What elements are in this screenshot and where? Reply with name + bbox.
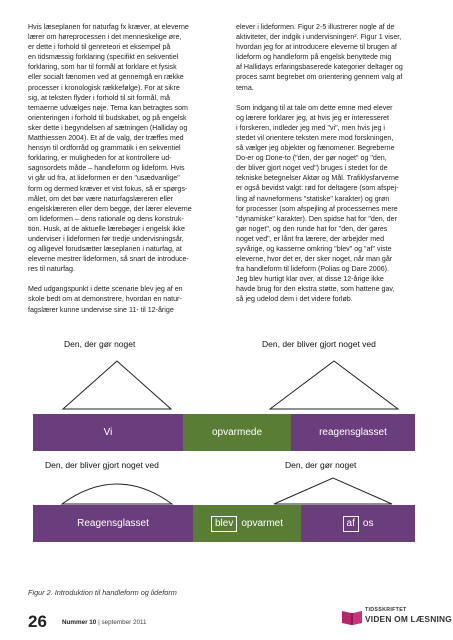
participant-segment: Vi: [33, 414, 183, 451]
boxed-word-blev: blev: [211, 516, 237, 532]
left-text-column: [28, 22, 216, 325]
active-sentence-bar: [33, 414, 415, 451]
pointed-hat-icon: [272, 476, 394, 506]
round-hat-icon: [60, 476, 174, 506]
paragraph: elever i lideformen. Figur 2-5 illustrerer nogle af de aktiviteter, der indgik i undervisningen². Figur 1 viser, hvordan jeg for at introducere eleverne til brugen af lideform og handleform på engelsk benyttede mig af Hallidays erfaringsbaserede kategorier deltager og proces samt begrebet om orientering gennem valg af tema.: [236, 23, 403, 92]
participant-segment: af os: [301, 505, 415, 542]
pointed-hat-icon: [61, 359, 173, 411]
participant-segment: Reagensglasset: [33, 505, 193, 542]
process-segment: blev opvarmet: [193, 505, 301, 542]
pointed-hat-icon: [268, 359, 400, 411]
figure-label-doer: Den, der gør noget: [285, 460, 357, 470]
passive-sentence-bar: [33, 505, 415, 542]
issue-info: Nummer 10 | september 2011: [62, 619, 147, 626]
journal-logo: TIDSSKRIFTET VIDEN OM LÆSNING: [341, 605, 429, 629]
paragraph: Med udgangspunkt i dette scenarie blev jeg af en skole bedt om at demonstrere, hvordan en natur- fagslærer kunne undervise sine 11- til 12-årige: [28, 285, 183, 314]
right-text-column: [236, 22, 424, 315]
boxed-word-af: af: [343, 516, 359, 532]
figure-caption: Figur 2. Introduktion til handleform og lideform: [28, 588, 177, 597]
open-book-icon: [341, 608, 363, 626]
page-number: 26: [28, 612, 47, 631]
paragraph: Hvis læseplanen for naturfag fx kræver, at eleverne lærer om høreprocessen i det menneskelige øre, er dette i forhold til genreteori et eksempel på en tidsmæssig forklaring (specifikt en sekventiel forklaring, som har til formål at forklare et fysisk eller socialt fænomen ved at gennemgå en række processer i kronologisk rækkefølge). For at sikre sig, at teksten flyder i forhold til sit formål, må temaerne udvælges nøje. Tema kan betragtes som orienteringen i forhold til budskabet, og på engelsk sker dette i begyndelsen af sætningen (Halliday og Matthiessen 2004). Et af de valg, der træffes med hensyn til ordforråd og grammatik i en sekventiel forklaring, er muligheden for at kontrollere ud- sagnsordets måde – handleform og lideform. Hvis vi går ud fra, at lideformen er den "usædvanlige" form og dermed kræver et vist fokus, så er spørgs- målet, om det bør være naturfagslæreren eller engelsklæreren eller dem begge, der lærer eleverne om lideformen – dens rationale og dens konstruk- tion. Husk, at de aktuelle lærebøger i engelsk ikke underviser i lideformen før tredje undervisningsår, og alligevel forudsætter læseplanen i naturfag, at eleverne mestrer lideformen, så snart de introduce- res til naturfag.: [28, 23, 192, 274]
paragraph: Som indgang til at tale om dette emne med elever og lærere forklarer jeg, at hvis jeg er interesseret i forskeren, indleder jeg med "vi", men hvis jeg i stedet vil orientere teksten mere mod forskningen, så vælger jeg objekter og fænomener. Begreberne Do-er og Done-to ("den, der gør noget" og "den, der bliver gjort noget ved") bruges i stedet for de tekniske betegnelser Aktør og Mål. Trafiklysfarverne er også bevidst valgt: rød for deltagere (som afspej- ling af navneformens "statiske" karakter) og grøn for processer (som afspejling af processernes mere "dynamiske" karakter). Den spidse hat for "den, der gør noget", og den runde hat for "den, der gøres noget ved", er lånt fra lærere, der arbejder med syvårige, og kasserne omkring "blev" og "af" viste eleverne, hvor det er, der sker noget, når man går fra handleform til lideform (Polias og Dare 2006). Jeg blev hurtigt klar over, at disse 12-årige ikke havde brug for den ekstra støtte, som hattene gav, så jeg udelod dem i det videre forløb.: [236, 103, 399, 304]
figure-label-done-to: Den, der bliver gjort noget ved: [45, 460, 159, 470]
figure-label-done-to: Den, der bliver gjort noget ved: [262, 339, 376, 349]
figure-label-doer: Den, der gør noget: [64, 339, 136, 349]
process-segment: opvarmede: [183, 414, 291, 451]
participant-segment: reagensglasset: [291, 414, 415, 451]
